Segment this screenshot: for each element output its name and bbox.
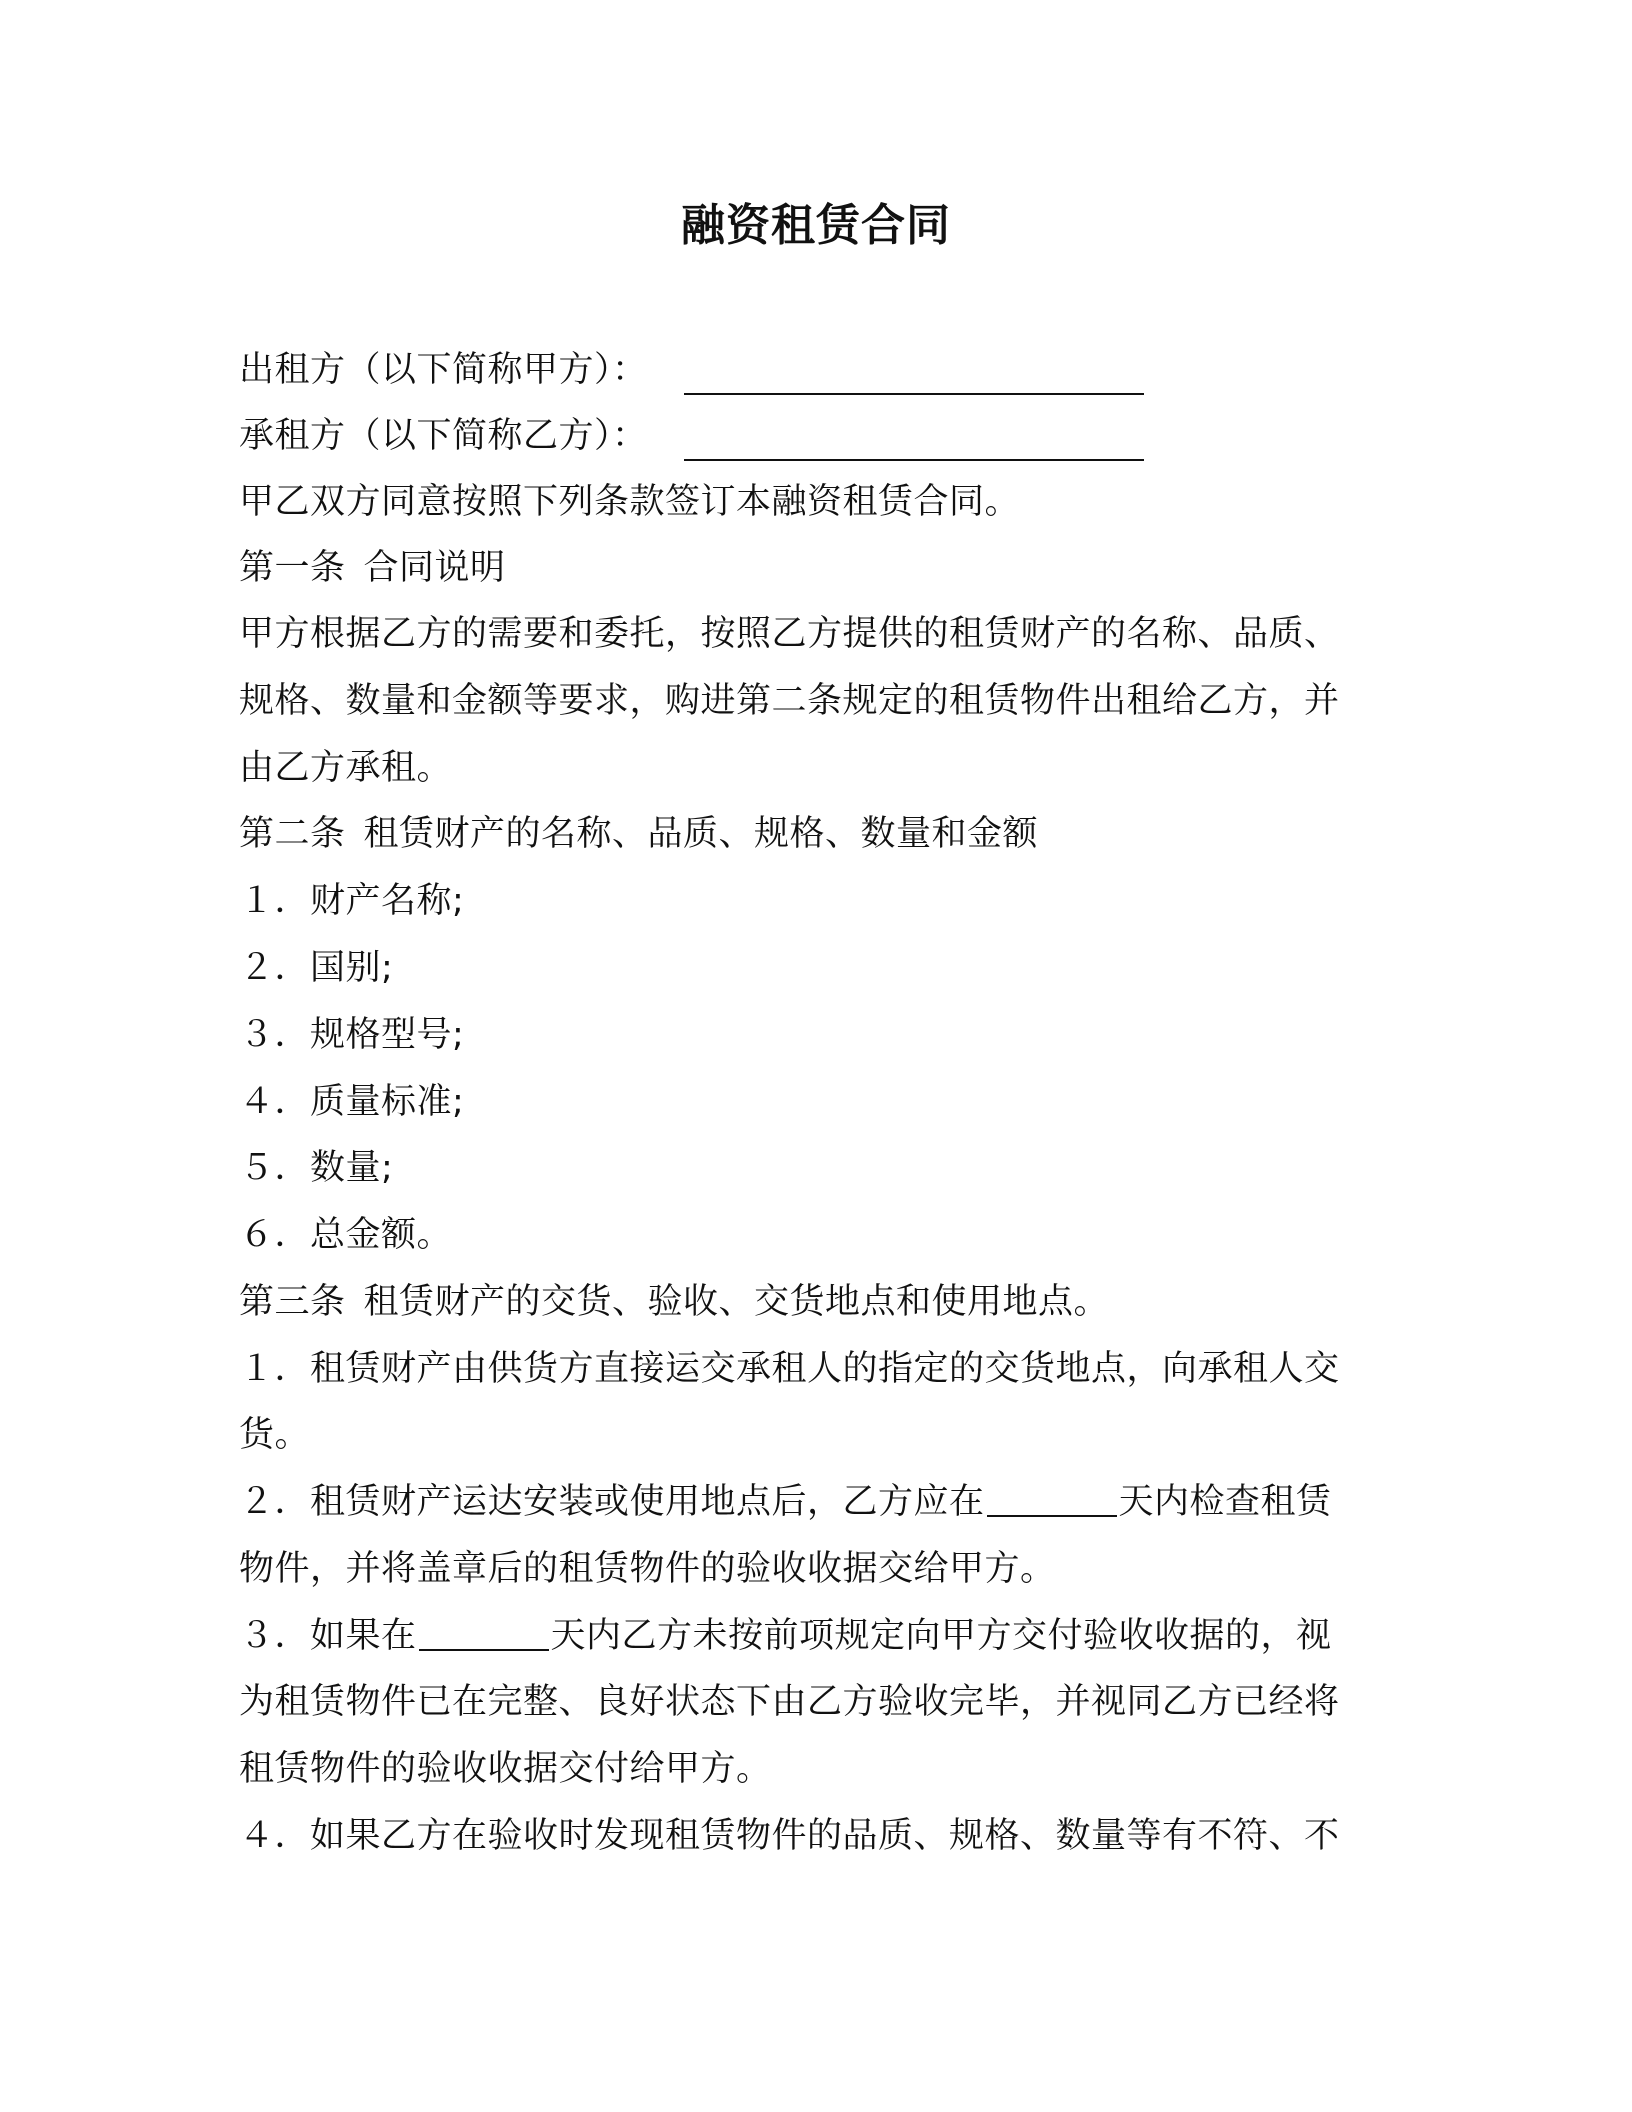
- clause3-text-before: ３．如果在: [239, 1616, 417, 1656]
- article3-clause3-line: 为租赁物件已在完整、良好状态下由乙方验收完毕，并视同乙方已经将: [239, 1682, 1340, 1722]
- article3-clause3-line: 租赁物件的验收收据交付给甲方。: [239, 1749, 772, 1789]
- article2-item: ６．总金额。: [239, 1215, 453, 1255]
- article3-clause2-line: 物件，并将盖章后的租赁物件的验收收据交给甲方。: [239, 1549, 1056, 1589]
- receipt-days-blank[interactable]: [419, 1615, 549, 1651]
- article2-item: １．财产名称;: [239, 881, 465, 921]
- article3-heading: [239, 1278, 1399, 1326]
- article2-heading: [239, 810, 1399, 858]
- article2-item: ４．质量标准;: [239, 1082, 465, 1122]
- article1-text-line: 甲方根据乙方的需要和委托，按照乙方提供的租赁财产的名称、品质、: [239, 614, 1340, 654]
- document-title: 融资租赁合同: [681, 200, 951, 251]
- lessor-name-blank[interactable]: [684, 393, 1144, 395]
- article3-clause1-line: １．租赁财产由供货方直接运交承租人的指定的交货地点，向承租人交: [239, 1349, 1340, 1389]
- article1-title: 合同说明: [363, 548, 506, 588]
- inspection-days-blank[interactable]: [987, 1481, 1117, 1517]
- article3-clause2-line: [239, 1478, 1399, 1526]
- article2-item: ３．规格型号;: [239, 1015, 465, 1055]
- intro-paragraph: 甲乙双方同意按照下列条款签订本融资租赁合同。: [239, 482, 1021, 522]
- article1-text-line: 由乙方承租。: [239, 748, 453, 788]
- lessee-name-blank[interactable]: [684, 459, 1144, 461]
- article2-item: ２．国别;: [239, 948, 394, 988]
- article2-number: 第二条: [239, 814, 346, 854]
- article3-clause3-line: [239, 1612, 1399, 1660]
- article2-title: 租赁财产的名称、品质、规格、数量和金额: [363, 814, 1039, 854]
- lessor-label: 出租方（以下简称甲方）：: [239, 350, 648, 390]
- article3-clause1-line: 货。: [239, 1415, 311, 1455]
- article2-item: ５．数量;: [239, 1148, 394, 1188]
- article3-clause4-line: ４．如果乙方在验收时发现租赁物件的品质、规格、数量等有不符、不: [239, 1816, 1340, 1856]
- lessee-line: [239, 412, 1399, 460]
- article1-number: 第一条: [239, 548, 346, 588]
- article3-number: 第三条: [239, 1282, 346, 1322]
- article3-title: 租赁财产的交货、验收、交货地点和使用地点。: [363, 1282, 1110, 1322]
- clause2-text-after: 天内检查租赁: [1118, 1482, 1332, 1522]
- article1-text-line: 规格、数量和金额等要求，购进第二条规定的租赁物件出租给乙方，并: [239, 681, 1340, 721]
- clause2-text-before: ２．租赁财产运达安装或使用地点后，乙方应在: [239, 1482, 985, 1522]
- lessee-label: 承租方（以下简称乙方）：: [239, 416, 648, 456]
- article1-heading: [239, 544, 1399, 592]
- lessor-line: [239, 346, 1399, 394]
- clause3-text-after: 天内乙方未按前项规定向甲方交付验收收据的，视: [550, 1616, 1332, 1656]
